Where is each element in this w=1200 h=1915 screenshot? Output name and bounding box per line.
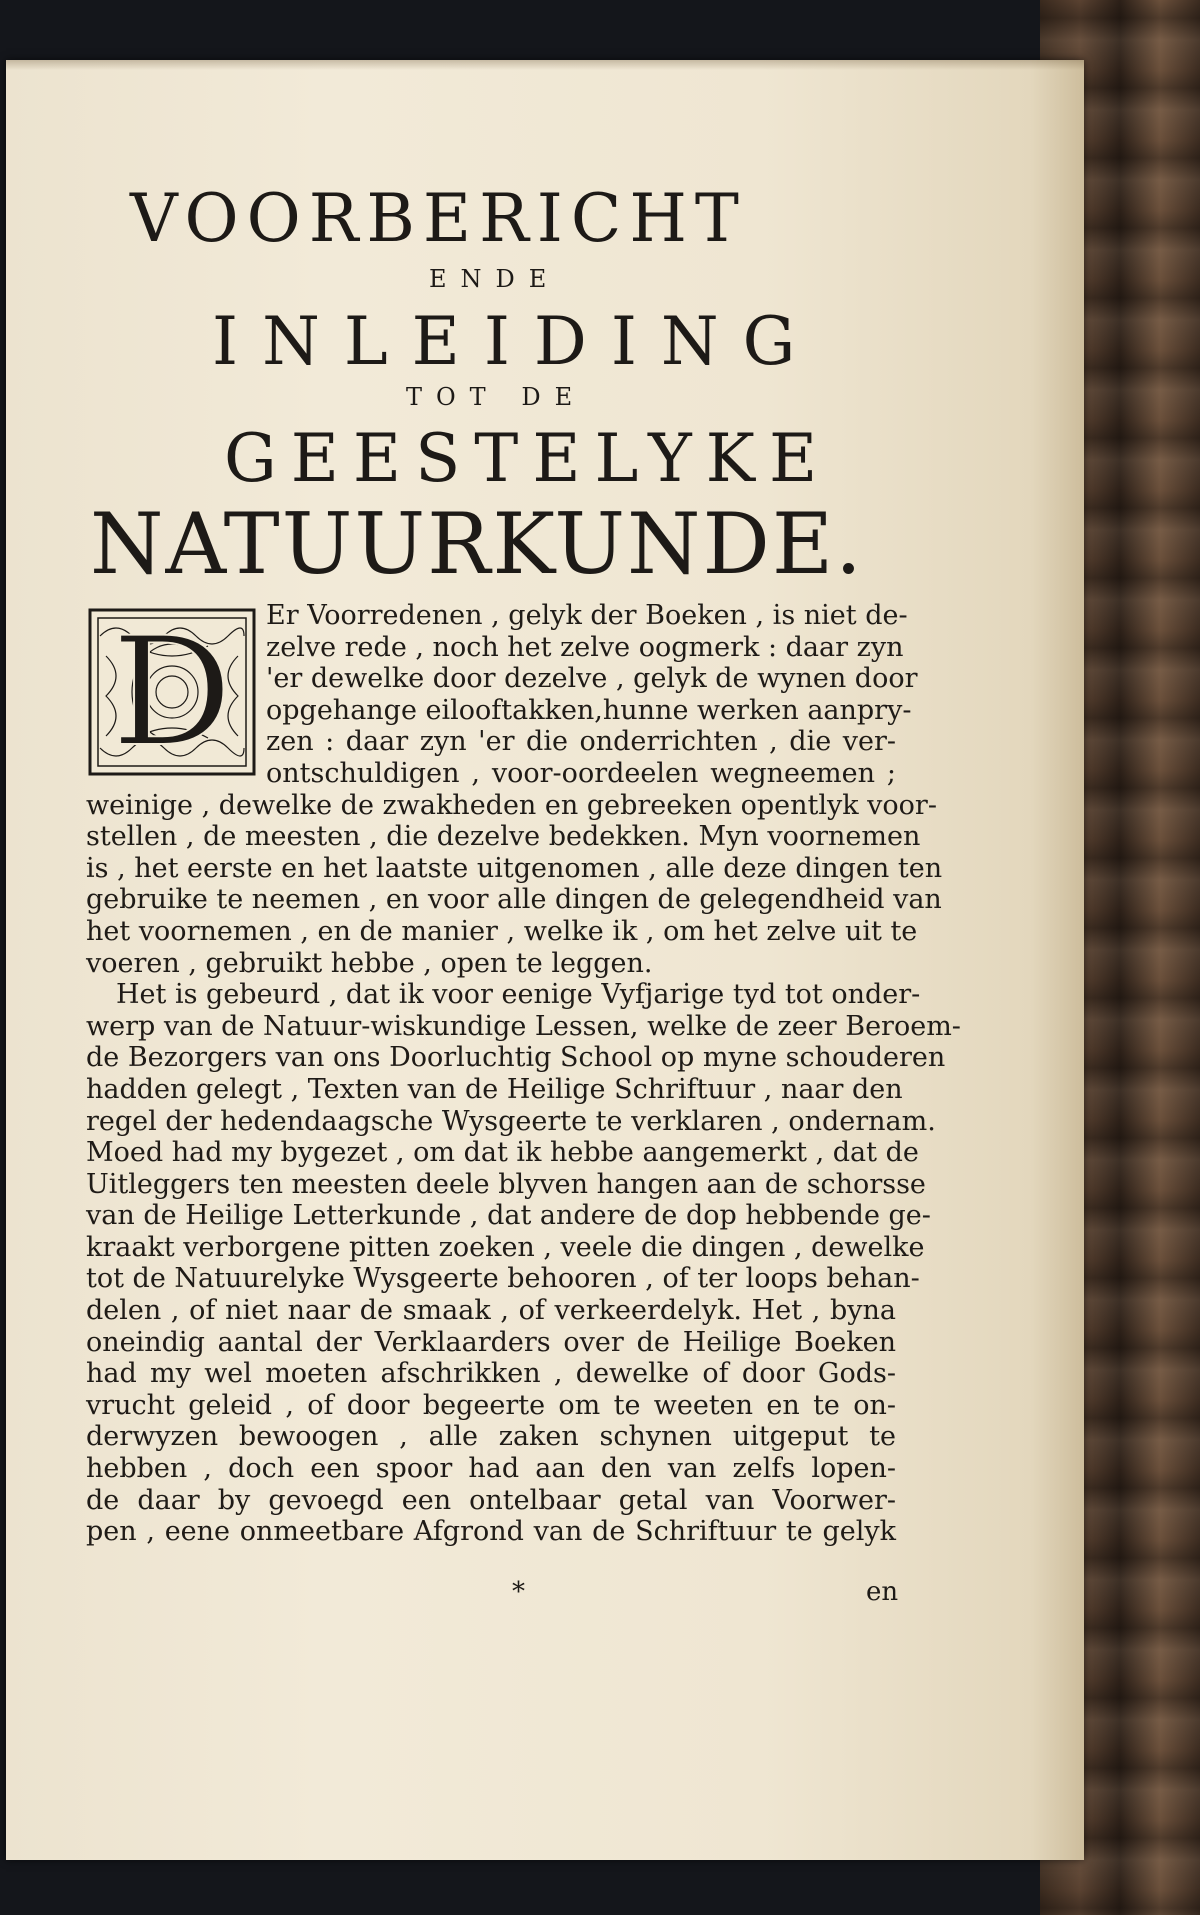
text-line: van de Heilige Letterkunde , dat andere de dop hebbende ge-: [86, 1200, 931, 1232]
text-line: Uitleggers ten meesten deele blyven hangen aan de schorsse: [86, 1168, 926, 1200]
text-line: het voornemen , en de manier , welke ik , om het zelve uit te: [86, 915, 918, 947]
title-geestelyke: GEESTELYKE: [224, 420, 832, 497]
text-line: zen : daar zyn 'er die onderrichten , die ver-: [266, 726, 896, 758]
text-line: delen , of niet naar de smaak , of verkeerdelyk. Het , byna: [86, 1295, 896, 1327]
text-line: voeren , gebruikt hebbe , open te leggen.: [86, 947, 653, 979]
text-line: de daar by gevoegd een ontelbaar getal van Voorwer-: [86, 1484, 896, 1516]
text-line: 'er dewelke door dezelve , gelyk de wynen door: [266, 663, 918, 695]
text-line: zelve rede , noch het zelve oogmerk : daar zyn: [266, 631, 904, 663]
text-line: stellen , de meesten , die dezelve bedekken. Myn voornemen: [86, 821, 921, 853]
text-line: opgehange eilooftakken,hunne werken aanpry-: [266, 694, 912, 726]
text-line: werp van de Natuur-wiskundige Lessen, welke de zeer Beroem-: [86, 1010, 961, 1042]
text-line: hadden gelegt , Texten van de Heilige Schriftuur , naar den: [86, 1073, 903, 1105]
text-line: Moed had my bygezet , om dat ik hebbe aangemerkt , dat de: [86, 1137, 919, 1169]
title-ende: ENDE: [429, 265, 561, 293]
title-natuurkunde: NATUURKUNDE.: [90, 495, 864, 593]
text-line: weinige , dewelke de zwakheden en gebreeken opentlyk voor-: [86, 789, 937, 821]
text-line: Er Voorredenen , gelyk der Boeken , is niet de-: [266, 600, 908, 631]
text-line: ontschuldigen , voor-oordeelen wegneemen ;: [266, 757, 896, 789]
text-line: derwyzen bewoogen , alle zaken schynen uitgeput te: [86, 1421, 896, 1453]
text-line: kraakt verborgene pitten zoeken , veele die dingen , dewelke: [86, 1231, 925, 1263]
text-line: vrucht geleid , of door begeerte om te weeten en te on-: [86, 1389, 896, 1421]
text-line: hebben , doch een spoor had aan den van zelfs lopen-: [86, 1453, 896, 1485]
body-text: [86, 600, 961, 1548]
text-line: Het is gebeurd , dat ik voor eenige Vyfjarige tyd tot onder-: [116, 979, 921, 1011]
title-voorbericht: VOORBERICHT: [130, 180, 747, 257]
text-line: had my wel moeten afschrikken , dewelke of door Gods-: [86, 1358, 896, 1390]
title-inleiding: INLEIDING: [212, 303, 820, 380]
text-line: tot de Natuurelyke Wysgeerte behooren , of ter loops behan-: [86, 1263, 920, 1295]
text-line: oneindig aantal der Verklaarders over de Heilige Boeken: [86, 1326, 896, 1358]
text-line: pen , eene onmeetbare Afgrond van de Schriftuur te gelyk: [86, 1516, 896, 1548]
text-line: is , het eerste en het laatste uitgenomen , alle deze dingen ten: [86, 852, 943, 884]
text-line: gebruike te neemen , en voor alle dingen de gelegendheid van: [86, 884, 942, 916]
text-line: regel der hedendaagsche Wysgeerte te verklaren , ondernam.: [86, 1105, 936, 1137]
text-line: de Bezorgers van ons Doorluchtig School op myne schouderen: [86, 1042, 946, 1074]
title-tot-de: TOT DE: [406, 383, 587, 411]
catchword: en: [866, 1577, 899, 1607]
dropcap-letter: D: [111, 606, 233, 778]
signature-mark: *: [512, 1577, 525, 1607]
